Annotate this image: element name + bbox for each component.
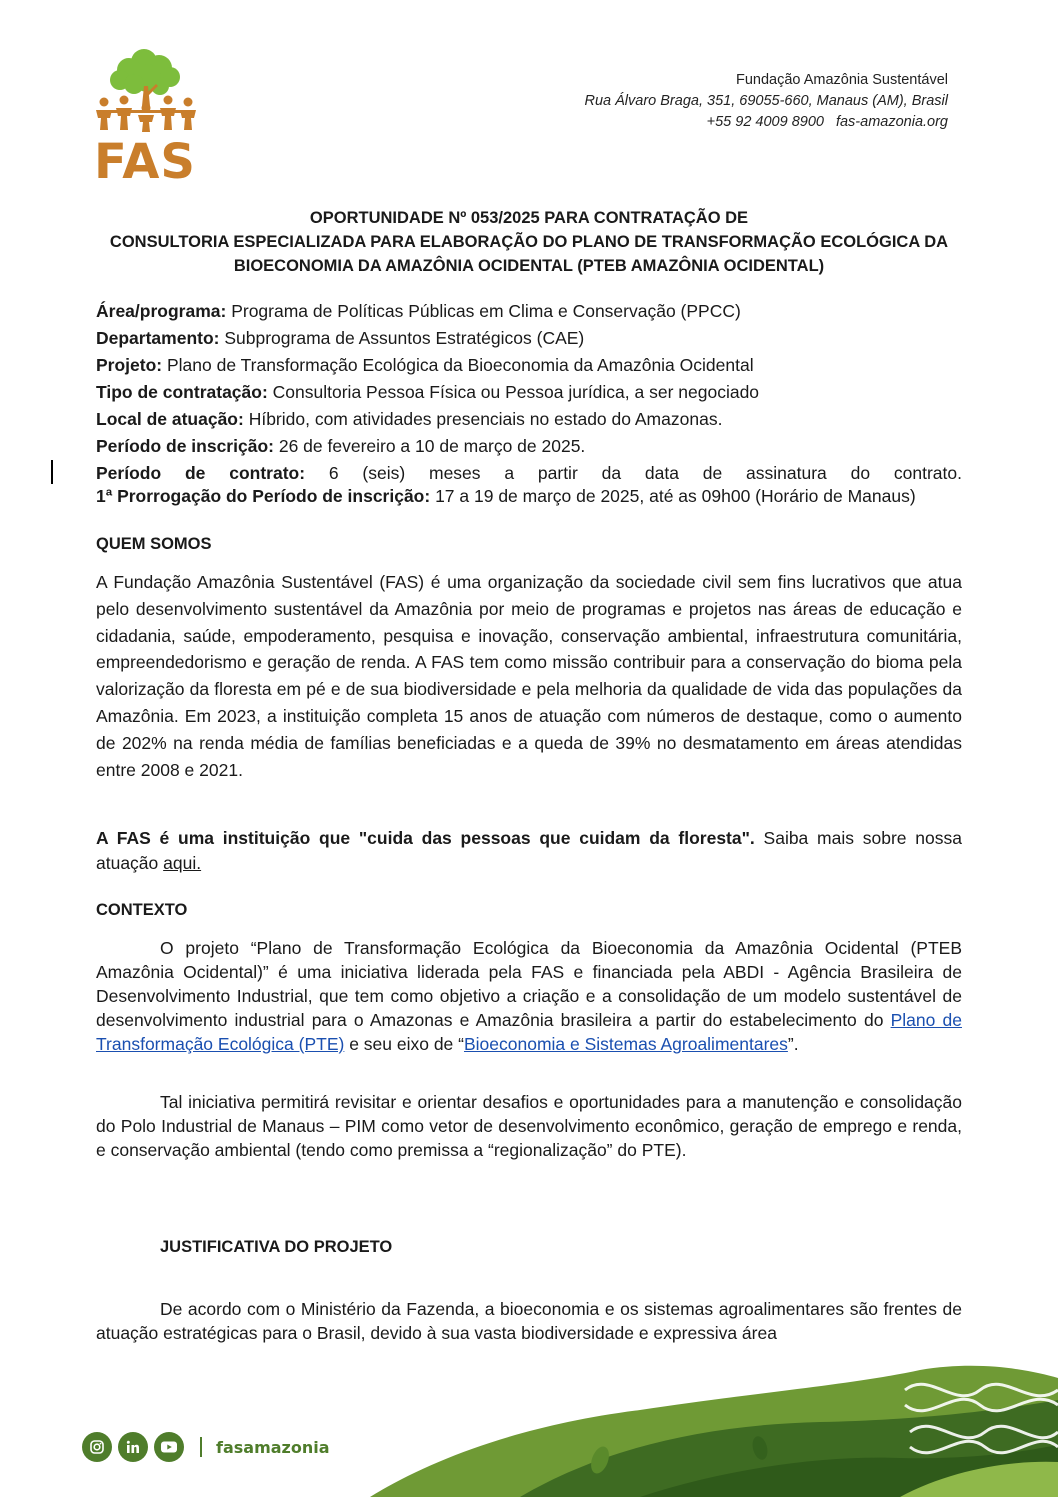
info-departamento: Departamento: Subprograma de Assuntos Estratégicos (CAE): [96, 328, 585, 348]
opportunity-info: [96, 298, 962, 510]
instagram-icon[interactable]: [82, 1432, 112, 1462]
org-address: Rua Álvaro Braga, 351, 69055-660, Manaus (AM), Brasil: [584, 93, 948, 109]
title-line-3: BIOECONOMIA DA AMAZÔNIA OCIDENTAL (PTEB AMAZÔNIA OCIDENTAL): [233, 257, 825, 275]
social-handle[interactable]: fasamazonia: [216, 1437, 330, 1457]
paragraph-quem-somos: A Fundação Amazônia Sustentável (FAS) é uma organização da sociedade civil sem fins lucrativos que atua pelo desenvolvimento sustentável da Amazônia por meio de programas e projetos nas áreas de educação e cidadania, saúde, empoderamento, pesquisa e inovação, conservação ambiental, infraestrutura comunitária, empreendedorismo e geração de renda. A FAS tem como missão contribuir para a conservação do bioma pela valorização da floresta em pé e de sua biodiversidade e pela melhoria da qualidade de vida das populações da Amazônia. Em 2023, a instituição completa 15 anos de atuação com números de destaque, como o aumento de 202% na renda média de famílias beneficiadas e a queda de 39% no desmatamento em áreas atendidas entre 2008 e 2021.: [96, 572, 962, 780]
org-contact-line: [585, 112, 949, 133]
footer-social: [82, 1432, 330, 1462]
paragraph-contexto-1: O projeto “Plano de Transformação Ecológica da Bioeconomia da Amazônia Ocidental (PTEB Amazônia Ocidental)” é uma iniciativa liderada pela FAS e financiada pela ABDI - Agência Brasileira de Desenvolvimento Industrial, que tem como objetivo a criação e a consolidação de um modelo sustentável de desenvolvimento industrial para o Amazonas e Amazônia brasileira a partir do estabelecimento do Plano de Transformação Ecológica (PTE) e seu eixo de “Bioeconomia e Sistemas Agroalimentares”.: [96, 938, 962, 1054]
title-line-1: OPORTUNIDADE Nº 053/2025 PARA CONTRATAÇÃO DE: [309, 209, 749, 227]
youtube-icon[interactable]: [154, 1432, 184, 1462]
title-line-2: CONSULTORIA ESPECIALIZADA PARA ELABORAÇÃO DO PLANO DE TRANSFORMAÇÃO ECOLÓGICA DA: [109, 233, 949, 251]
tree-people-icon: [92, 44, 210, 136]
heading-contexto: CONTEXTO: [96, 901, 188, 919]
org-phone: +55 92 4009 8900: [706, 114, 824, 130]
info-prorrogacao: 1ª Prorrogação do Período de inscrição: 17 a 19 de março de 2025, até as 09h00 (Horário de Manaus): [96, 486, 916, 506]
heading-quem-somos: QUEM SOMOS: [96, 535, 212, 553]
footer-forest-wave: [0, 1330, 1058, 1497]
footer-separator: [200, 1437, 202, 1457]
bioeconomia-link[interactable]: Bioeconomia e Sistemas Agroalimentares: [463, 1034, 788, 1054]
info-tipo: Tipo de contratação: Consultoria Pessoa Física ou Pessoa jurídica, a ser negociado: [96, 382, 760, 402]
pte-link[interactable]: Plano de Transformação Ecológica (PTE): [96, 1010, 962, 1054]
heading-justificativa: JUSTIFICATIVA DO PROJETO: [160, 1238, 393, 1256]
logo-text: FAS: [94, 134, 196, 190]
info-projeto: Projeto: Plano de Transformação Ecológica da Bioeconomia da Amazônia Ocidental: [96, 355, 754, 375]
text-cursor: [51, 460, 53, 484]
paragraph-contexto-2: Tal iniciativa permitirá revisitar e orientar desafios e oportunidades para a manutenção e consolidação do Polo Industrial de Manaus – PIM como vetor de desenvolvimento econômico, geração de emprego e renda, e conservação ambiental (tendo como premissa a “regionalização” do PTE).: [96, 1092, 962, 1160]
info-area: Área/programa: Programa de Políticas Públicas em Clima e Conservação (PPCC): [96, 301, 741, 321]
document-title: [96, 206, 962, 278]
header-contact: [585, 70, 949, 133]
fas-logo: [92, 44, 210, 190]
paragraph-justificativa: De acordo com o Ministério da Fazenda, a bioeconomia e os sistemas agroalimentares são frentes de atuação estratégicas para o Brasil, devido à sua vasta biodiversidade e expressiva área: [96, 1299, 962, 1343]
saiba-mais-link[interactable]: aqui.: [163, 853, 202, 873]
org-name: Fundação Amazônia Sustentável: [736, 72, 948, 88]
info-inscricao: Período de inscrição: 26 de fevereiro a 10 de março de 2025.: [96, 436, 586, 456]
linkedin-icon[interactable]: [118, 1432, 148, 1462]
info-contrato: Período de contrato: 6 (seis) meses a partir da data de assinatura do contrato.: [96, 463, 962, 483]
info-local: Local de atuação: Híbrido, com atividades presenciais no estado do Amazonas.: [96, 409, 723, 429]
paragraph-fas-slogan: A FAS é uma instituição que "cuida das pessoas que cuidam da floresta". Saiba mais sobre nossa atuação aqui.: [96, 828, 962, 873]
org-website[interactable]: fas-amazonia.org: [835, 114, 948, 130]
